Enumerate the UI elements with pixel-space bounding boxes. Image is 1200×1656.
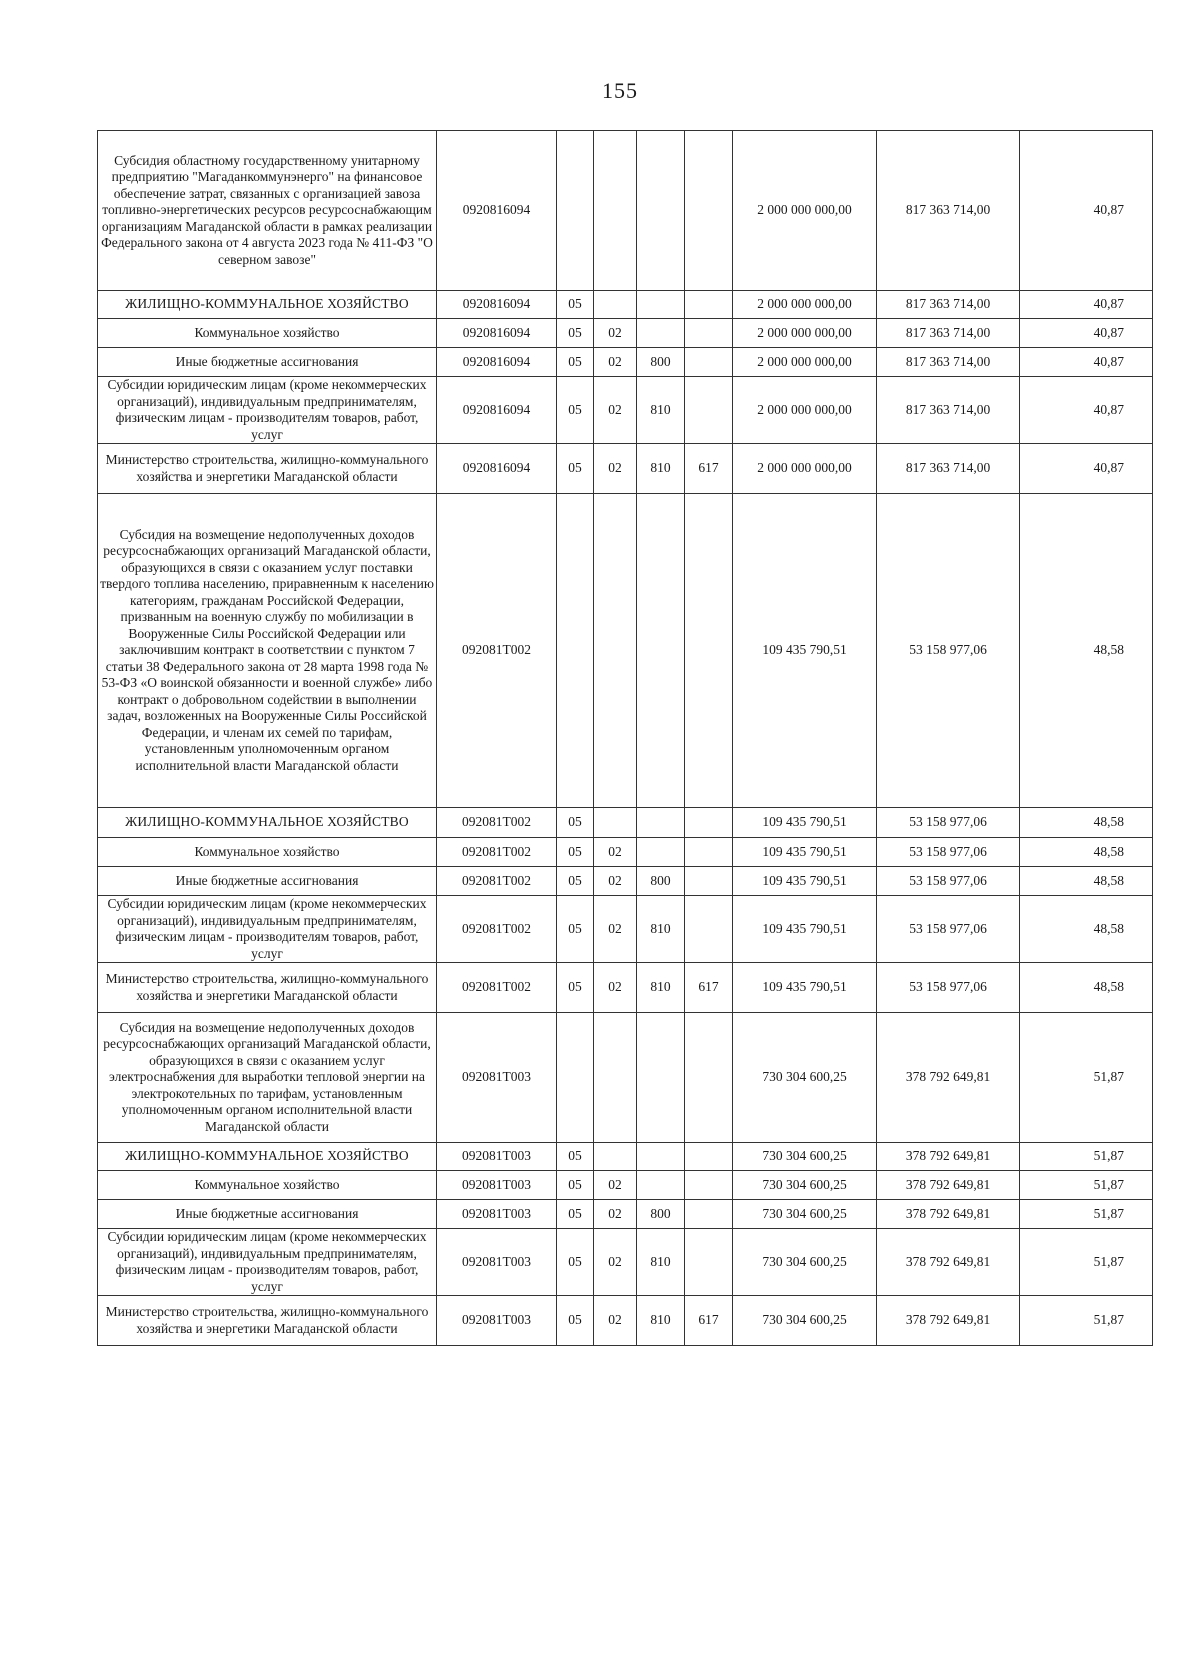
- planned-amount: 109 435 790,51: [733, 838, 877, 867]
- planned-amount: 2 000 000 000,00: [733, 377, 877, 444]
- target-article-code: 0920816094: [437, 131, 557, 291]
- planned-amount: 730 304 600,25: [733, 1171, 877, 1200]
- planned-amount: 730 304 600,25: [733, 1229, 877, 1296]
- executed-amount: 817 363 714,00: [877, 291, 1020, 319]
- table-row: [98, 1229, 1153, 1296]
- administrator-code: 617: [685, 444, 733, 494]
- budget-table: [97, 130, 1153, 1346]
- subsection-code: 02: [594, 867, 637, 896]
- execution-percent: 48,58: [1020, 494, 1153, 808]
- executed-amount: 817 363 714,00: [877, 319, 1020, 348]
- table-row: [98, 494, 1153, 808]
- execution-percent: 40,87: [1020, 319, 1153, 348]
- executed-amount: 378 792 649,81: [877, 1013, 1020, 1143]
- table-row: [98, 444, 1153, 494]
- target-article-code: 0920816094: [437, 319, 557, 348]
- expense-type-code: 810: [637, 377, 685, 444]
- section-code: 05: [557, 838, 594, 867]
- execution-percent: 51,87: [1020, 1229, 1153, 1296]
- table-row: [98, 377, 1153, 444]
- administrator-code: [685, 291, 733, 319]
- row-name: Министерство строительства, жилищно-коммунального хозяйства и энергетики Магаданской области: [98, 963, 437, 1013]
- expense-type-code: 810: [637, 1296, 685, 1346]
- target-article-code: 092081Т003: [437, 1171, 557, 1200]
- executed-amount: 378 792 649,81: [877, 1143, 1020, 1171]
- subsection-code: 02: [594, 1296, 637, 1346]
- row-name: Субсидия на возмещение недополученных доходов ресурсоснабжающих организаций Магаданской области, образующихся в связи с оказанием услуг электроснабжения для выработки тепловой энергии на электрокотельных по тарифам, установленным уполномоченным органом исполнительной власти Магаданской области: [98, 1013, 437, 1143]
- target-article-code: 0920816094: [437, 444, 557, 494]
- subsection-code: [594, 808, 637, 838]
- executed-amount: 378 792 649,81: [877, 1171, 1020, 1200]
- target-article-code: 092081Т003: [437, 1143, 557, 1171]
- expense-type-code: 810: [637, 963, 685, 1013]
- planned-amount: 730 304 600,25: [733, 1296, 877, 1346]
- table-row: [98, 1296, 1153, 1346]
- target-article-code: 092081Т002: [437, 896, 557, 963]
- row-name: Субсидии юридическим лицам (кроме некоммерческих организаций), индивидуальным предпринимателям, физическим лицам - производителям товаров, работ, услуг: [98, 377, 437, 444]
- executed-amount: 53 158 977,06: [877, 867, 1020, 896]
- expense-type-code: [637, 291, 685, 319]
- section-code: [557, 1013, 594, 1143]
- section-code: 05: [557, 1296, 594, 1346]
- target-article-code: 0920816094: [437, 291, 557, 319]
- execution-percent: 48,58: [1020, 963, 1153, 1013]
- execution-percent: 51,87: [1020, 1296, 1153, 1346]
- table-row: [98, 131, 1153, 291]
- section-code: 05: [557, 867, 594, 896]
- row-name: Субсидии юридическим лицам (кроме некоммерческих организаций), индивидуальным предпринимателям, физическим лицам - производителям товаров, работ, услуг: [98, 1229, 437, 1296]
- execution-percent: 48,58: [1020, 838, 1153, 867]
- administrator-code: [685, 494, 733, 808]
- planned-amount: 109 435 790,51: [733, 494, 877, 808]
- executed-amount: 53 158 977,06: [877, 963, 1020, 1013]
- execution-percent: 48,58: [1020, 896, 1153, 963]
- section-code: [557, 494, 594, 808]
- administrator-code: [685, 377, 733, 444]
- executed-amount: 817 363 714,00: [877, 444, 1020, 494]
- section-code: 05: [557, 348, 594, 377]
- execution-percent: 51,87: [1020, 1171, 1153, 1200]
- section-code: 05: [557, 1143, 594, 1171]
- executed-amount: 53 158 977,06: [877, 494, 1020, 808]
- planned-amount: 730 304 600,25: [733, 1143, 877, 1171]
- table-row: [98, 1143, 1153, 1171]
- target-article-code: 0920816094: [437, 377, 557, 444]
- expense-type-code: 810: [637, 444, 685, 494]
- target-article-code: 092081Т002: [437, 963, 557, 1013]
- table-row: [98, 291, 1153, 319]
- executed-amount: 378 792 649,81: [877, 1229, 1020, 1296]
- section-code: 05: [557, 1200, 594, 1229]
- execution-percent: 40,87: [1020, 348, 1153, 377]
- execution-percent: 40,87: [1020, 131, 1153, 291]
- subsection-code: 02: [594, 377, 637, 444]
- executed-amount: 817 363 714,00: [877, 377, 1020, 444]
- row-name: Иные бюджетные ассигнования: [98, 1200, 437, 1229]
- planned-amount: 2 000 000 000,00: [733, 444, 877, 494]
- row-name: ЖИЛИЩНО-КОММУНАЛЬНОЕ ХОЗЯЙСТВО: [98, 1143, 437, 1171]
- execution-percent: 48,58: [1020, 808, 1153, 838]
- planned-amount: 730 304 600,25: [733, 1200, 877, 1229]
- planned-amount: 730 304 600,25: [733, 1013, 877, 1143]
- section-code: 05: [557, 1171, 594, 1200]
- subsection-code: [594, 131, 637, 291]
- table-row: [98, 1171, 1153, 1200]
- subsection-code: [594, 291, 637, 319]
- executed-amount: 53 158 977,06: [877, 808, 1020, 838]
- subsection-code: 02: [594, 1200, 637, 1229]
- expense-type-code: [637, 838, 685, 867]
- section-code: 05: [557, 444, 594, 494]
- execution-percent: 51,87: [1020, 1143, 1153, 1171]
- executed-amount: 817 363 714,00: [877, 348, 1020, 377]
- executed-amount: 53 158 977,06: [877, 838, 1020, 867]
- execution-percent: 40,87: [1020, 377, 1153, 444]
- executed-amount: 53 158 977,06: [877, 896, 1020, 963]
- executed-amount: 378 792 649,81: [877, 1200, 1020, 1229]
- subsection-code: 02: [594, 319, 637, 348]
- subsection-code: 02: [594, 896, 637, 963]
- row-name: Субсидии юридическим лицам (кроме некоммерческих организаций), индивидуальным предпринимателям, физическим лицам - производителям товаров, работ, услуг: [98, 896, 437, 963]
- executed-amount: 817 363 714,00: [877, 131, 1020, 291]
- row-name: Коммунальное хозяйство: [98, 838, 437, 867]
- table-row: [98, 348, 1153, 377]
- row-name: Иные бюджетные ассигнования: [98, 348, 437, 377]
- expense-type-code: 810: [637, 896, 685, 963]
- expense-type-code: [637, 494, 685, 808]
- row-name: ЖИЛИЩНО-КОММУНАЛЬНОЕ ХОЗЯЙСТВО: [98, 808, 437, 838]
- target-article-code: 092081Т003: [437, 1200, 557, 1229]
- expense-type-code: [637, 1013, 685, 1143]
- planned-amount: 2 000 000 000,00: [733, 131, 877, 291]
- target-article-code: 092081Т003: [437, 1229, 557, 1296]
- subsection-code: [594, 1143, 637, 1171]
- planned-amount: 2 000 000 000,00: [733, 319, 877, 348]
- table-row: [98, 1013, 1153, 1143]
- row-name: Коммунальное хозяйство: [98, 1171, 437, 1200]
- administrator-code: [685, 348, 733, 377]
- administrator-code: 617: [685, 1296, 733, 1346]
- administrator-code: [685, 808, 733, 838]
- administrator-code: [685, 838, 733, 867]
- row-name: Министерство строительства, жилищно-коммунального хозяйства и энергетики Магаданской области: [98, 444, 437, 494]
- section-code: [557, 131, 594, 291]
- target-article-code: 092081Т002: [437, 838, 557, 867]
- expense-type-code: [637, 1171, 685, 1200]
- subsection-code: 02: [594, 1229, 637, 1296]
- administrator-code: [685, 131, 733, 291]
- execution-percent: 40,87: [1020, 291, 1153, 319]
- administrator-code: [685, 1143, 733, 1171]
- section-code: 05: [557, 291, 594, 319]
- row-name: Министерство строительства, жилищно-коммунального хозяйства и энергетики Магаданской области: [98, 1296, 437, 1346]
- table-row: [98, 963, 1153, 1013]
- expense-type-code: [637, 808, 685, 838]
- expense-type-code: 810: [637, 1229, 685, 1296]
- target-article-code: 092081Т002: [437, 808, 557, 838]
- section-code: 05: [557, 1229, 594, 1296]
- section-code: 05: [557, 319, 594, 348]
- planned-amount: 2 000 000 000,00: [733, 291, 877, 319]
- expense-type-code: 800: [637, 348, 685, 377]
- planned-amount: 2 000 000 000,00: [733, 348, 877, 377]
- expense-type-code: 800: [637, 1200, 685, 1229]
- planned-amount: 109 435 790,51: [733, 963, 877, 1013]
- page-number: 155: [602, 78, 638, 103]
- expense-type-code: [637, 319, 685, 348]
- table-row: [98, 319, 1153, 348]
- table-row: [98, 896, 1153, 963]
- executed-amount: 378 792 649,81: [877, 1296, 1020, 1346]
- row-name: ЖИЛИЩНО-КОММУНАЛЬНОЕ ХОЗЯЙСТВО: [98, 291, 437, 319]
- target-article-code: 092081Т002: [437, 867, 557, 896]
- row-name: Коммунальное хозяйство: [98, 319, 437, 348]
- subsection-code: 02: [594, 1171, 637, 1200]
- subsection-code: 02: [594, 963, 637, 1013]
- administrator-code: [685, 867, 733, 896]
- table-row: [98, 808, 1153, 838]
- execution-percent: 51,87: [1020, 1200, 1153, 1229]
- planned-amount: 109 435 790,51: [733, 867, 877, 896]
- subsection-code: [594, 494, 637, 808]
- table-row: [98, 1200, 1153, 1229]
- administrator-code: 617: [685, 963, 733, 1013]
- planned-amount: 109 435 790,51: [733, 896, 877, 963]
- execution-percent: 40,87: [1020, 444, 1153, 494]
- administrator-code: [685, 896, 733, 963]
- table-row: [98, 867, 1153, 896]
- expense-type-code: [637, 131, 685, 291]
- subsection-code: 02: [594, 838, 637, 867]
- expense-type-code: 800: [637, 867, 685, 896]
- target-article-code: 092081Т003: [437, 1296, 557, 1346]
- section-code: 05: [557, 963, 594, 1013]
- row-name: Иные бюджетные ассигнования: [98, 867, 437, 896]
- planned-amount: 109 435 790,51: [733, 808, 877, 838]
- expense-type-code: [637, 1143, 685, 1171]
- section-code: 05: [557, 377, 594, 444]
- administrator-code: [685, 1171, 733, 1200]
- row-name: Субсидия на возмещение недополученных доходов ресурсоснабжающих организаций Магаданской области, образующихся в связи с оказанием услуг поставки твердого топлива населению, приравненным к населению категориям, гражданам Российской Федерации, призванным на военную службу по мобилизации в Вооруженные Силы Российской Федерации или заключившим контракт в соответствии с пунктом 7 статьи 38 Федерального закона от 28 марта 1998 года № 53-ФЗ «О воинской обязанности и военной службе» либо контракт о добровольном содействии в выполнении задач, возложенных на Вооруженные Силы Российской Федерации, и членам их семей по тарифам, установленным уполномоченным органом исполнительной власти Магаданской области: [98, 494, 437, 808]
- subsection-code: 02: [594, 348, 637, 377]
- section-code: 05: [557, 896, 594, 963]
- subsection-code: [594, 1013, 637, 1143]
- execution-percent: 51,87: [1020, 1013, 1153, 1143]
- table-row: [98, 838, 1153, 867]
- administrator-code: [685, 1013, 733, 1143]
- subsection-code: 02: [594, 444, 637, 494]
- administrator-code: [685, 1200, 733, 1229]
- section-code: 05: [557, 808, 594, 838]
- execution-percent: 48,58: [1020, 867, 1153, 896]
- row-name: Субсидия областному государственному унитарному предприятию "Магаданкоммунэнерго" на финансовое обеспечение затрат, связанных с организацией завоза топливно-энергетических ресурсов ресурсоснабжающим организациям Магаданской области в рамках реализации Федерального закона от 4 августа 2023 года № 411-ФЗ "О северном завозе": [98, 131, 437, 291]
- administrator-code: [685, 319, 733, 348]
- target-article-code: 0920816094: [437, 348, 557, 377]
- target-article-code: 092081Т002: [437, 494, 557, 808]
- target-article-code: 092081Т003: [437, 1013, 557, 1143]
- administrator-code: [685, 1229, 733, 1296]
